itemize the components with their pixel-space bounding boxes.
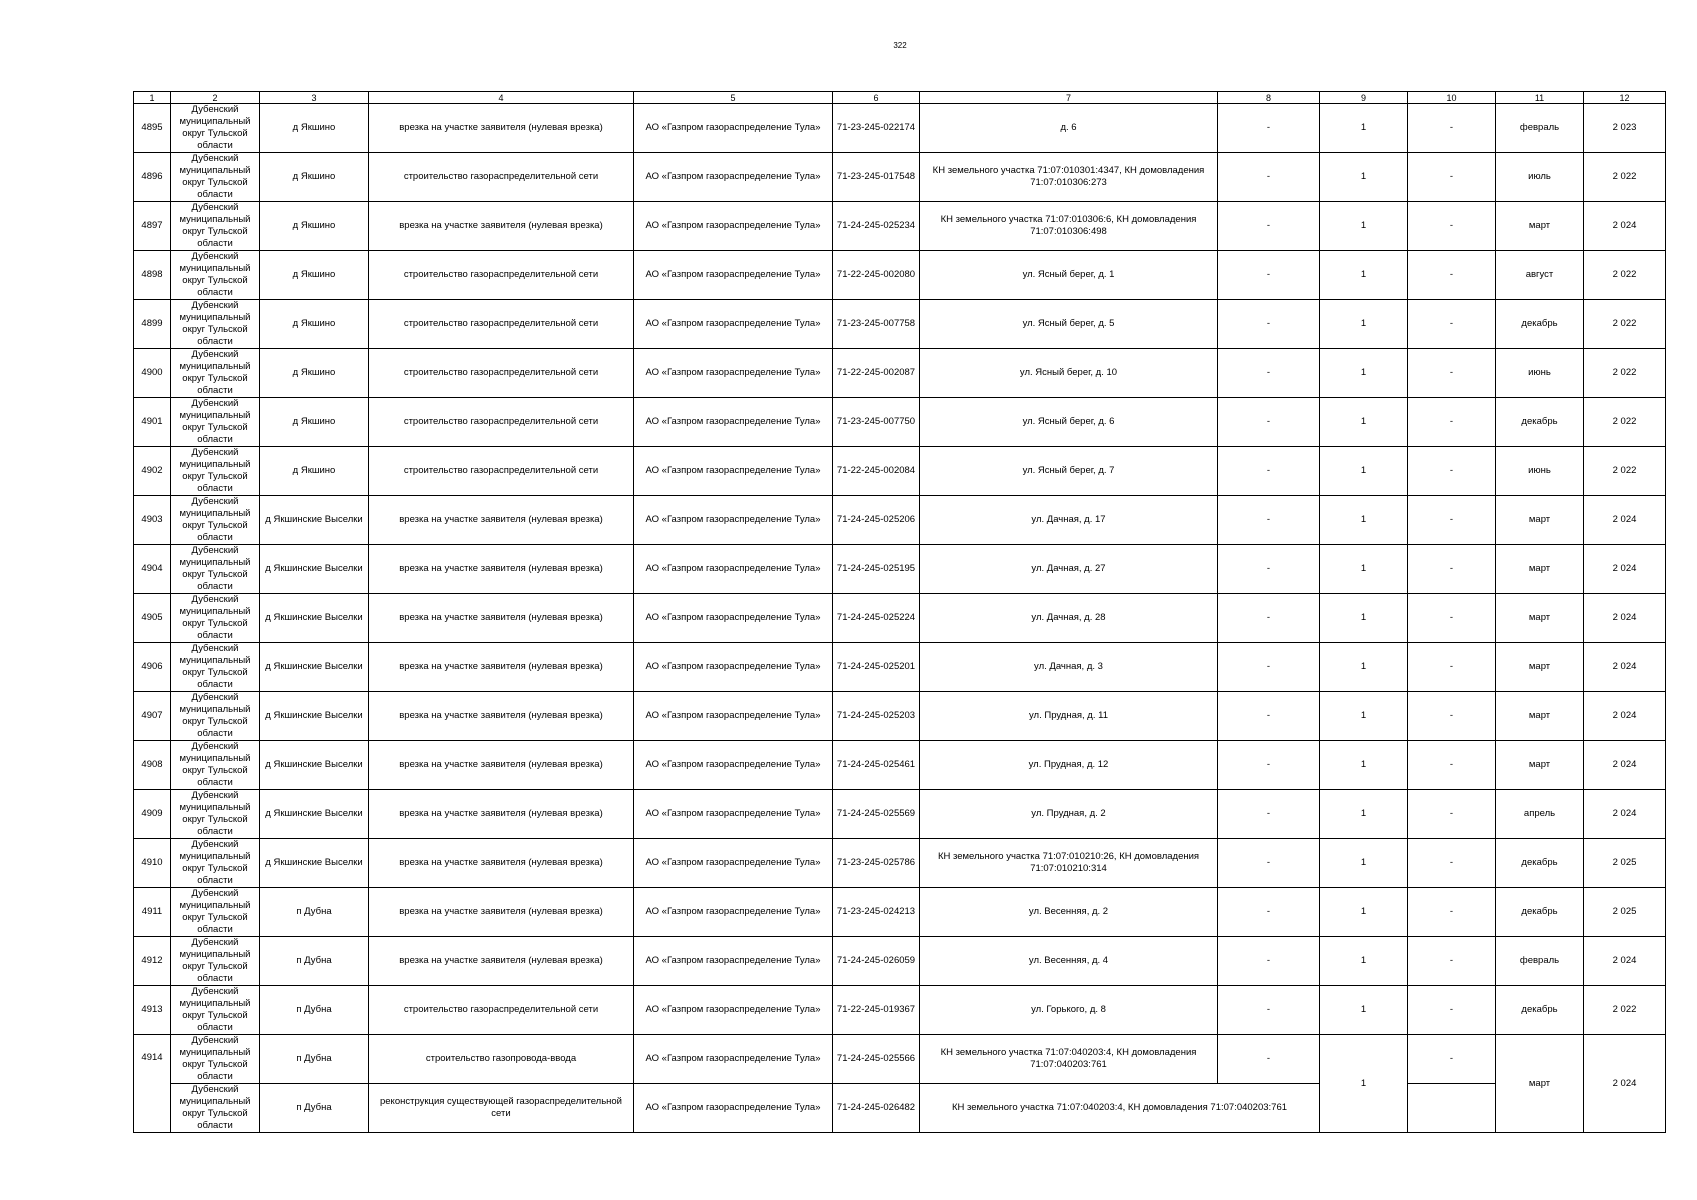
municipality: Дубенский муниципальный округ Тульской области: [171, 349, 260, 398]
organization: АО «Газпром газораспределение Тула»: [634, 1035, 833, 1084]
locality: п Дубна: [260, 986, 369, 1035]
column-9-value: 1: [1320, 741, 1408, 790]
municipality: Дубенский муниципальный округ Тульской области: [171, 741, 260, 790]
locality: д Якшино: [260, 398, 369, 447]
month: март: [1496, 741, 1584, 790]
column-9-value: 1: [1320, 104, 1408, 153]
column-8-value: -: [1218, 251, 1320, 300]
year: 2 022: [1584, 398, 1666, 447]
column-10-value: -: [1408, 300, 1496, 349]
work-type: строительство газораспределительной сети: [369, 251, 634, 300]
column-10-value: -: [1408, 398, 1496, 447]
column-number: 10: [1408, 92, 1496, 104]
month: март: [1496, 496, 1584, 545]
column-number: 11: [1496, 92, 1584, 104]
locality: п Дубна: [260, 1035, 369, 1084]
work-type: реконструкция существующей газораспределительной сети: [369, 1084, 634, 1133]
municipality: Дубенский муниципальный округ Тульской области: [171, 300, 260, 349]
work-type: строительство газораспределительной сети: [369, 986, 634, 1035]
municipality: Дубенский муниципальный округ Тульской области: [171, 447, 260, 496]
column-9-value: 1: [1320, 839, 1408, 888]
table-row: [134, 447, 1666, 496]
address: ул. Ясный берег, д. 1: [920, 251, 1218, 300]
year: 2 024: [1584, 1035, 1666, 1133]
column-8-value: -: [1218, 937, 1320, 986]
table-row: [134, 937, 1666, 986]
table-row: [134, 1084, 1666, 1133]
year: 2 024: [1584, 545, 1666, 594]
application-number: 71-24-245-025203: [833, 692, 920, 741]
column-10-value: -: [1408, 202, 1496, 251]
month: март: [1496, 1035, 1584, 1133]
empty-cell: [1408, 1084, 1496, 1133]
column-8-value: -: [1218, 153, 1320, 202]
record-number: 4896: [134, 153, 171, 202]
locality: д Якшино: [260, 202, 369, 251]
record-number: 4908: [134, 741, 171, 790]
column-10-value: -: [1408, 104, 1496, 153]
column-10-value: -: [1408, 643, 1496, 692]
record-number: 4898: [134, 251, 171, 300]
month: февраль: [1496, 937, 1584, 986]
column-10-value: -: [1408, 153, 1496, 202]
column-9-value: 1: [1320, 643, 1408, 692]
application-number: 71-24-245-025206: [833, 496, 920, 545]
organization: АО «Газпром газораспределение Тула»: [634, 398, 833, 447]
locality: д Якшинские Выселки: [260, 496, 369, 545]
month: август: [1496, 251, 1584, 300]
address: КН земельного участка 71:07:040203:4, КН домовладения 71:07:040203:761: [920, 1035, 1218, 1084]
column-8-value: -: [1218, 839, 1320, 888]
year: 2 024: [1584, 594, 1666, 643]
column-10-value: -: [1408, 349, 1496, 398]
address: д. 6: [920, 104, 1218, 153]
work-type: строительство газораспределительной сети: [369, 398, 634, 447]
month: июль: [1496, 153, 1584, 202]
column-8-value: -: [1218, 741, 1320, 790]
address: КН земельного участка 71:07:010210:26, КН домовладения 71:07:010210:314: [920, 839, 1218, 888]
municipality: Дубенский муниципальный округ Тульской области: [171, 202, 260, 251]
year: 2 022: [1584, 349, 1666, 398]
column-8-value: -: [1218, 447, 1320, 496]
record-number: 4895: [134, 104, 171, 153]
column-9-value: 1: [1320, 545, 1408, 594]
work-type: врезка на участке заявителя (нулевая врезка): [369, 692, 634, 741]
column-9-value: 1: [1320, 1035, 1408, 1133]
column-8-value: -: [1218, 496, 1320, 545]
municipality: Дубенский муниципальный округ Тульской области: [171, 1035, 260, 1084]
organization: АО «Газпром газораспределение Тула»: [634, 888, 833, 937]
address: ул. Весенняя, д. 4: [920, 937, 1218, 986]
table-row: [134, 545, 1666, 594]
work-type: врезка на участке заявителя (нулевая врезка): [369, 741, 634, 790]
organization: АО «Газпром газораспределение Тула»: [634, 153, 833, 202]
application-number: 71-24-245-026482: [833, 1084, 920, 1133]
municipality: Дубенский муниципальный округ Тульской области: [171, 398, 260, 447]
municipality: Дубенский муниципальный округ Тульской области: [171, 251, 260, 300]
organization: АО «Газпром газораспределение Тула»: [634, 202, 833, 251]
month: март: [1496, 692, 1584, 741]
year: 2 024: [1584, 790, 1666, 839]
application-number: 71-24-245-026059: [833, 937, 920, 986]
municipality: Дубенский муниципальный округ Тульской области: [171, 496, 260, 545]
column-number: 12: [1584, 92, 1666, 104]
column-10-value: -: [1408, 251, 1496, 300]
year: 2 024: [1584, 937, 1666, 986]
year: 2 022: [1584, 300, 1666, 349]
work-type: врезка на участке заявителя (нулевая врезка): [369, 643, 634, 692]
application-number: 71-23-245-022174: [833, 104, 920, 153]
column-8-value: -: [1218, 398, 1320, 447]
application-number: 71-24-245-025224: [833, 594, 920, 643]
table-row: [134, 643, 1666, 692]
address: ул. Прудная, д. 12: [920, 741, 1218, 790]
column-8-value: -: [1218, 888, 1320, 937]
organization: АО «Газпром газораспределение Тула»: [634, 104, 833, 153]
organization: АО «Газпром газораспределение Тула»: [634, 594, 833, 643]
municipality: Дубенский муниципальный округ Тульской области: [171, 545, 260, 594]
organization: АО «Газпром газораспределение Тула»: [634, 349, 833, 398]
record-number: 4905: [134, 594, 171, 643]
work-type: строительство газораспределительной сети: [369, 349, 634, 398]
column-9-value: 1: [1320, 300, 1408, 349]
column-8-value: -: [1218, 1035, 1320, 1084]
record-number: 4899: [134, 300, 171, 349]
organization: АО «Газпром газораспределение Тула»: [634, 937, 833, 986]
year: 2 024: [1584, 741, 1666, 790]
year: 2 024: [1584, 496, 1666, 545]
column-9-value: 1: [1320, 202, 1408, 251]
locality: д Якшино: [260, 104, 369, 153]
address: ул. Ясный берег, д. 10: [920, 349, 1218, 398]
table-row: [134, 496, 1666, 545]
column-8-value: -: [1218, 300, 1320, 349]
address: КН земельного участка 71:07:040203:4, КН домовладения 71:07:040203:761: [920, 1084, 1320, 1133]
work-type: строительство газораспределительной сети: [369, 447, 634, 496]
table-row: [134, 888, 1666, 937]
application-number: 71-24-245-025234: [833, 202, 920, 251]
work-type: врезка на участке заявителя (нулевая врезка): [369, 839, 634, 888]
address: ул. Ясный берег, д. 5: [920, 300, 1218, 349]
organization: АО «Газпром газораспределение Тула»: [634, 300, 833, 349]
organization: АО «Газпром газораспределение Тула»: [634, 1084, 833, 1133]
column-10-value: -: [1408, 496, 1496, 545]
year: 2 022: [1584, 447, 1666, 496]
column-10-value: -: [1408, 888, 1496, 937]
work-type: строительство газопровода-ввода: [369, 1035, 634, 1084]
application-number: 71-23-245-025786: [833, 839, 920, 888]
column-number: 6: [833, 92, 920, 104]
address: ул. Дачная, д. 27: [920, 545, 1218, 594]
column-number: 8: [1218, 92, 1320, 104]
address: ул. Дачная, д. 28: [920, 594, 1218, 643]
column-9-value: 1: [1320, 398, 1408, 447]
table-row: [134, 202, 1666, 251]
application-number: 71-22-245-002087: [833, 349, 920, 398]
locality: д Якшинские Выселки: [260, 643, 369, 692]
application-number: 71-24-245-025201: [833, 643, 920, 692]
column-10-value: -: [1408, 986, 1496, 1035]
application-number: 71-23-245-007750: [833, 398, 920, 447]
month: апрель: [1496, 790, 1584, 839]
year: 2 022: [1584, 153, 1666, 202]
record-number: 4909: [134, 790, 171, 839]
municipality: Дубенский муниципальный округ Тульской области: [171, 692, 260, 741]
work-type: врезка на участке заявителя (нулевая врезка): [369, 202, 634, 251]
table-row: [134, 251, 1666, 300]
column-9-value: 1: [1320, 594, 1408, 643]
municipality: Дубенский муниципальный округ Тульской области: [171, 986, 260, 1035]
organization: АО «Газпром газораспределение Тула»: [634, 692, 833, 741]
column-8-value: -: [1218, 202, 1320, 251]
table-row: [134, 790, 1666, 839]
record-number: 4911: [134, 888, 171, 937]
locality: д Якшинские Выселки: [260, 594, 369, 643]
municipality: Дубенский муниципальный округ Тульской области: [171, 888, 260, 937]
page-number: 322: [893, 41, 907, 50]
month: декабрь: [1496, 300, 1584, 349]
column-numbers-row: [134, 92, 1666, 104]
locality: п Дубна: [260, 1084, 369, 1133]
month: декабрь: [1496, 986, 1584, 1035]
column-10-value: -: [1408, 447, 1496, 496]
locality: п Дубна: [260, 937, 369, 986]
month: декабрь: [1496, 398, 1584, 447]
application-number: 71-22-245-019367: [833, 986, 920, 1035]
column-number: 1: [134, 92, 171, 104]
work-type: врезка на участке заявителя (нулевая врезка): [369, 790, 634, 839]
year: 2 022: [1584, 986, 1666, 1035]
month: март: [1496, 545, 1584, 594]
organization: АО «Газпром газораспределение Тула»: [634, 496, 833, 545]
table-row: [134, 398, 1666, 447]
year: 2 025: [1584, 888, 1666, 937]
record-number: 4897: [134, 202, 171, 251]
application-number: 71-22-245-002080: [833, 251, 920, 300]
column-9-value: 1: [1320, 888, 1408, 937]
column-number: 3: [260, 92, 369, 104]
column-10-value: -: [1408, 594, 1496, 643]
record-number: 4903: [134, 496, 171, 545]
column-10-value: -: [1408, 790, 1496, 839]
column-number: 2: [171, 92, 260, 104]
organization: АО «Газпром газораспределение Тула»: [634, 741, 833, 790]
locality: д Якшинские Выселки: [260, 741, 369, 790]
address: ул. Горького, д. 8: [920, 986, 1218, 1035]
application-number: 71-24-245-025566: [833, 1035, 920, 1084]
table-row: [134, 594, 1666, 643]
record-number: 4907: [134, 692, 171, 741]
address: ул. Ясный берег, д. 7: [920, 447, 1218, 496]
municipality: Дубенский муниципальный округ Тульской области: [171, 937, 260, 986]
application-number: 71-23-245-024213: [833, 888, 920, 937]
year: 2 024: [1584, 202, 1666, 251]
record-number: 4913: [134, 986, 171, 1035]
record-number: 4910: [134, 839, 171, 888]
record-number: 4904: [134, 545, 171, 594]
column-9-value: 1: [1320, 447, 1408, 496]
application-number: 71-23-245-007758: [833, 300, 920, 349]
table-row: [134, 349, 1666, 398]
locality: п Дубна: [260, 888, 369, 937]
municipality: Дубенский муниципальный округ Тульской области: [171, 1084, 260, 1133]
organization: АО «Газпром газораспределение Тула»: [634, 545, 833, 594]
municipality: Дубенский муниципальный округ Тульской области: [171, 153, 260, 202]
table-row: [134, 692, 1666, 741]
locality: д Якшино: [260, 447, 369, 496]
address: ул. Прудная, д. 11: [920, 692, 1218, 741]
municipality: Дубенский муниципальный округ Тульской области: [171, 643, 260, 692]
municipality: Дубенский муниципальный округ Тульской области: [171, 104, 260, 153]
year: 2 025: [1584, 839, 1666, 888]
organization: АО «Газпром газораспределение Тула»: [634, 251, 833, 300]
year: 2 022: [1584, 251, 1666, 300]
gasification-register-table: [133, 91, 1666, 1133]
column-10-value: -: [1408, 839, 1496, 888]
municipality: Дубенский муниципальный округ Тульской области: [171, 790, 260, 839]
application-number: 71-24-245-025569: [833, 790, 920, 839]
table-row: [134, 300, 1666, 349]
table-row: [134, 986, 1666, 1035]
year: 2 024: [1584, 692, 1666, 741]
column-8-value: -: [1218, 692, 1320, 741]
column-8-value: -: [1218, 545, 1320, 594]
column-10-value: -: [1408, 937, 1496, 986]
column-10-value: -: [1408, 545, 1496, 594]
record-number: 4902: [134, 447, 171, 496]
table-row: [134, 104, 1666, 153]
address: КН земельного участка 71:07:010306:6, КН домовладения 71:07:010306:498: [920, 202, 1218, 251]
column-8-value: -: [1218, 790, 1320, 839]
locality: д Якшинские Выселки: [260, 545, 369, 594]
locality: д Якшинские Выселки: [260, 790, 369, 839]
record-number: 4914: [134, 1035, 171, 1133]
column-8-value: -: [1218, 643, 1320, 692]
work-type: врезка на участке заявителя (нулевая врезка): [369, 594, 634, 643]
record-number: 4901: [134, 398, 171, 447]
organization: АО «Газпром газораспределение Тула»: [634, 986, 833, 1035]
month: февраль: [1496, 104, 1584, 153]
work-type: строительство газораспределительной сети: [369, 153, 634, 202]
column-8-value: -: [1218, 104, 1320, 153]
record-number: 4906: [134, 643, 171, 692]
year: 2 024: [1584, 643, 1666, 692]
table-row: [134, 153, 1666, 202]
column-9-value: 1: [1320, 153, 1408, 202]
table-row: [134, 741, 1666, 790]
municipality: Дубенский муниципальный округ Тульской области: [171, 594, 260, 643]
column-10-value: -: [1408, 1035, 1496, 1084]
address: ул. Дачная, д. 3: [920, 643, 1218, 692]
work-type: врезка на участке заявителя (нулевая врезка): [369, 545, 634, 594]
column-9-value: 1: [1320, 986, 1408, 1035]
column-9-value: 1: [1320, 251, 1408, 300]
locality: д Якшино: [260, 349, 369, 398]
month: декабрь: [1496, 888, 1584, 937]
column-number: 7: [920, 92, 1218, 104]
column-9-value: 1: [1320, 692, 1408, 741]
organization: АО «Газпром газораспределение Тула»: [634, 447, 833, 496]
column-8-value: -: [1218, 349, 1320, 398]
column-number: 4: [369, 92, 634, 104]
month: июнь: [1496, 447, 1584, 496]
column-8-value: -: [1218, 986, 1320, 1035]
address: ул. Дачная, д. 17: [920, 496, 1218, 545]
locality: д Якшинские Выселки: [260, 839, 369, 888]
application-number: 71-23-245-017548: [833, 153, 920, 202]
locality: д Якшинские Выселки: [260, 692, 369, 741]
column-10-value: -: [1408, 692, 1496, 741]
column-number: 5: [634, 92, 833, 104]
work-type: врезка на участке заявителя (нулевая врезка): [369, 937, 634, 986]
column-number: 9: [1320, 92, 1408, 104]
application-number: 71-24-245-025195: [833, 545, 920, 594]
work-type: строительство газораспределительной сети: [369, 300, 634, 349]
column-10-value: -: [1408, 741, 1496, 790]
month: март: [1496, 202, 1584, 251]
record-number: 4900: [134, 349, 171, 398]
work-type: врезка на участке заявителя (нулевая врезка): [369, 104, 634, 153]
year: 2 023: [1584, 104, 1666, 153]
organization: АО «Газпром газораспределение Тула»: [634, 839, 833, 888]
month: декабрь: [1496, 839, 1584, 888]
column-9-value: 1: [1320, 349, 1408, 398]
application-number: 71-22-245-002084: [833, 447, 920, 496]
address: КН земельного участка 71:07:010301:4347, КН домовладения 71:07:010306:273: [920, 153, 1218, 202]
locality: д Якшино: [260, 251, 369, 300]
column-8-value: -: [1218, 594, 1320, 643]
column-9-value: 1: [1320, 496, 1408, 545]
address: ул. Весенняя, д. 2: [920, 888, 1218, 937]
month: март: [1496, 594, 1584, 643]
organization: АО «Газпром газораспределение Тула»: [634, 643, 833, 692]
application-number: 71-24-245-025461: [833, 741, 920, 790]
municipality: Дубенский муниципальный округ Тульской области: [171, 839, 260, 888]
address: ул. Ясный берег, д. 6: [920, 398, 1218, 447]
month: март: [1496, 643, 1584, 692]
organization: АО «Газпром газораспределение Тула»: [634, 790, 833, 839]
record-number: 4912: [134, 937, 171, 986]
table-row: [134, 839, 1666, 888]
locality: д Якшино: [260, 300, 369, 349]
work-type: врезка на участке заявителя (нулевая врезка): [369, 496, 634, 545]
work-type: врезка на участке заявителя (нулевая врезка): [369, 888, 634, 937]
column-9-value: 1: [1320, 790, 1408, 839]
column-9-value: 1: [1320, 937, 1408, 986]
table-body: [134, 92, 1666, 1133]
locality: д Якшино: [260, 153, 369, 202]
month: июнь: [1496, 349, 1584, 398]
address: ул. Прудная, д. 2: [920, 790, 1218, 839]
table-row: [134, 1035, 1666, 1084]
